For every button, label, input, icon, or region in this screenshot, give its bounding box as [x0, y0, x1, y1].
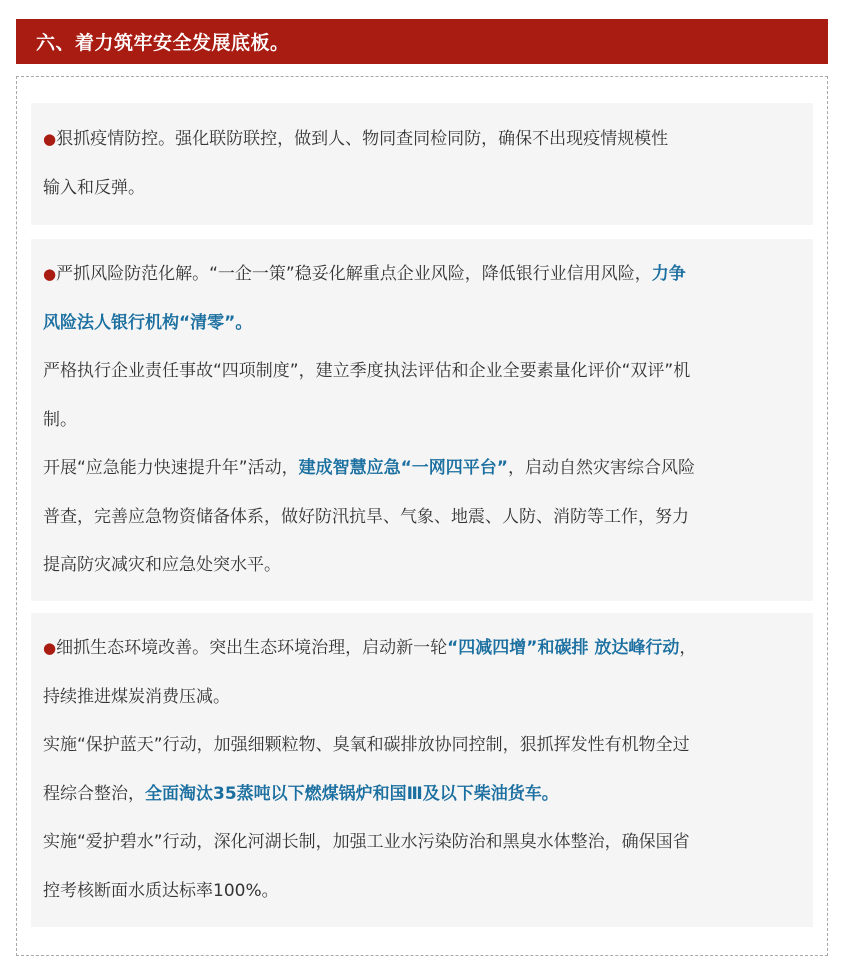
paragraph-line [43, 396, 801, 445]
paragraph-line [43, 115, 801, 164]
line-text: 制。 [43, 409, 77, 430]
line-text: 程综合整治， [43, 783, 145, 804]
line-text: ，启动自然灾害综合风险 [507, 458, 695, 478]
paragraph-line [43, 624, 801, 673]
paragraph-line [43, 493, 801, 542]
line-text: ， [679, 638, 697, 658]
line-text: 实施“保护蓝天”行动，加强细颗粒物、臭氧和碳排放协同控制，狠抓挥发性有机物全过 [43, 735, 690, 755]
line-text: 细抓生态环境改善。突出生态环境治理，启动新一轮 [56, 638, 448, 658]
bullet-dot: ● [43, 639, 57, 657]
paragraph-line [43, 673, 801, 722]
highlight-text: 风险法人银行机构“清零”。 [43, 312, 253, 333]
card-risk-prevention [31, 239, 813, 601]
section-header [16, 19, 828, 64]
line-text: 普查，完善应急物资储备体系，做好防汛抗旱、气象、地震、人防、消防等工作，努力 [43, 506, 689, 527]
highlight-text: “四减四增”和碳排 放达峰行动 [447, 638, 680, 658]
line-text: 严抓风险防范化解。“一企一策”稳妥化解重点企业风险，降低银行业信用风险， [56, 264, 652, 284]
card-epidemic-control [31, 103, 813, 225]
paragraph-line [43, 250, 801, 299]
section-title: 六、着力筑牢安全发展底板。 [36, 32, 290, 54]
line-text: 持续推进煤炭消费压减。 [43, 686, 230, 707]
line-text: 严格执行企业责任事故“四项制度”，建立季度执法评估和企业全要素量化评价“双评”机 [43, 361, 691, 381]
paragraph-line [43, 347, 801, 396]
line-text: 输入和反弹。 [43, 177, 145, 198]
paragraph-line [43, 299, 801, 348]
paragraph-line [43, 444, 801, 493]
paragraph-line [43, 818, 801, 867]
paragraph-line [43, 867, 801, 916]
bullet-dot: ● [43, 265, 57, 283]
highlight-text: 全面淘汰35蒸吨以下燃煤锅炉和国Ⅲ及以下柴油货车。 [145, 783, 559, 804]
paragraph-line [43, 164, 801, 213]
line-text: 实施“爱护碧水”行动，深化河湖长制，加强工业水污染防治和黑臭水体整治，确保国省 [43, 832, 690, 852]
line-text: 提高防灾减灾和应急处突水平。 [43, 555, 281, 575]
bullet-dot: ● [43, 130, 57, 148]
highlight-text: 力争 [651, 264, 686, 284]
line-text: 控考核断面水质达标率100%。 [43, 880, 279, 901]
paragraph-line [43, 770, 801, 819]
highlight-text: 建成智慧应急“一网四平台” [298, 458, 508, 478]
line-text: 狠抓疫情防控。强化联防联控，做到人、物同查同检同防，确保不出现疫情规模性 [56, 129, 669, 149]
paragraph-line [43, 541, 801, 590]
paragraph-line [43, 721, 801, 770]
card-ecology-improvement [31, 613, 813, 927]
line-text: 开展“应急能力快速提升年”活动， [43, 458, 299, 478]
